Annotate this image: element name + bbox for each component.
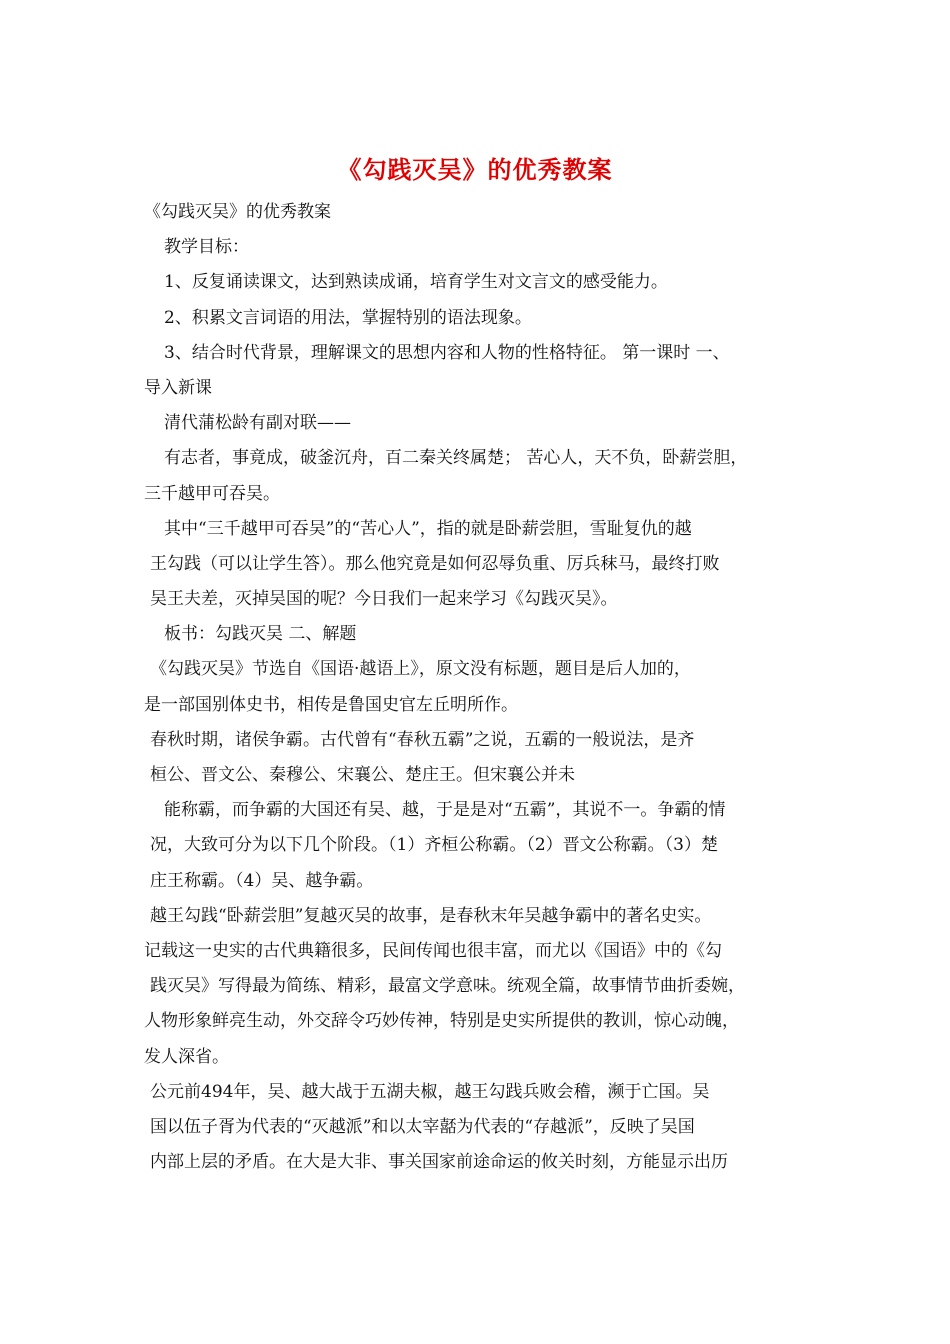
text-line: 国以伍子胥为代表的“灭越派”和以太宰嚭为代表的“存越派”，反映了吴国 [150, 1116, 695, 1137]
text-line: 记载这一史实的古代典籍很多，民间传闻也很丰富，而尤以《国语》中的《勾 [144, 940, 722, 961]
text-line: 板书：勾践灭吴 二、解题 [164, 624, 357, 645]
document-body [144, 195, 814, 1180]
text-line: 3、结合时代背景，理解课文的思想内容和人物的性格特征。 第一课时 一、 [164, 342, 730, 363]
text-line: 人物形象鲜亮生动，外交辞令巧妙传神，特别是史实所提供的教训，惊心动魄， [144, 1011, 739, 1032]
text-line: 2、积累文言词语的用法，掌握特别的语法现象。 [164, 307, 532, 328]
text-line: 庄王称霸。（4）吴、越争霸。 [150, 870, 374, 891]
text-line: 内部上层的矛盾。在大是大非、事关国家前途命运的攸关时刻，方能显示出历 [150, 1152, 728, 1173]
text-line: 王勾践（可以让学生答）。那么他究竟是如何忍辱负重、厉兵秣马，最终打败 [150, 553, 720, 574]
text-line: 是一部国别体史书，相传是鲁国史官左丘明所作。 [144, 694, 518, 715]
text-line: 桓公、晋文公、秦穆公、宋襄公、楚庄王。但宋襄公并未 [150, 765, 575, 785]
text-line: 践灭吴》写得最为简练、精彩，最富文学意味。统观全篇，故事情节曲折委婉， [150, 976, 745, 997]
text-line: 发人深省。 [144, 1046, 229, 1067]
text-line: 能称霸，而争霸的大国还有吴、越，于是是对“五霸”，其说不一。争霸的情 [164, 800, 726, 821]
text-line: 吴王夫差，灭掉吴国的呢？今日我们一起来学习《勾践灭吴》。 [150, 589, 618, 610]
text-line: 有志者，事竟成，破釜沉舟，百二秦关终属楚； 苦心人，天不负，卧薪尝胆， [164, 448, 748, 469]
text-line: 导入新课 [144, 377, 212, 398]
text-line: 公元前494年，吴、越大战于五湖夫椒，越王勾践兵败会稽，濒于亡国。吴 [150, 1081, 710, 1102]
text-line: 况，大致可分为以下几个阶段。（1）齐桓公称霸。（2）晋文公称霸。（3）楚 [150, 835, 718, 856]
text-line: 三千越甲可吞吴。 [144, 483, 280, 504]
text-line: 1、反复诵读课文，达到熟读成诵，培育学生对文言文的感受能力。 [164, 272, 668, 293]
text-line: 《勾践灭吴》的优秀教案 [144, 202, 331, 222]
text-line: 其中“三千越甲可吞吴”的“苦心人”，指的就是卧薪尝胆，雪耻复仇的越 [164, 518, 692, 539]
text-line: 教学目标： [164, 237, 249, 258]
text-line: 越王勾践“卧薪尝胆”复越灭吴的故事，是春秋末年吴越争霸中的著名史实。 [150, 905, 712, 926]
text-line: 清代蒲松龄有副对联—— [164, 413, 351, 434]
text-line: 《勾践灭吴》节选自《国语·越语上》，原文没有标题，题目是后人加的， [150, 659, 691, 680]
text-line: 春秋时期，诸侯争霸。古代曾有“春秋五霸”之说，五霸的一般说法，是齐 [150, 729, 695, 750]
page-title: 《勾践灭吴》的优秀教案 [337, 155, 613, 184]
